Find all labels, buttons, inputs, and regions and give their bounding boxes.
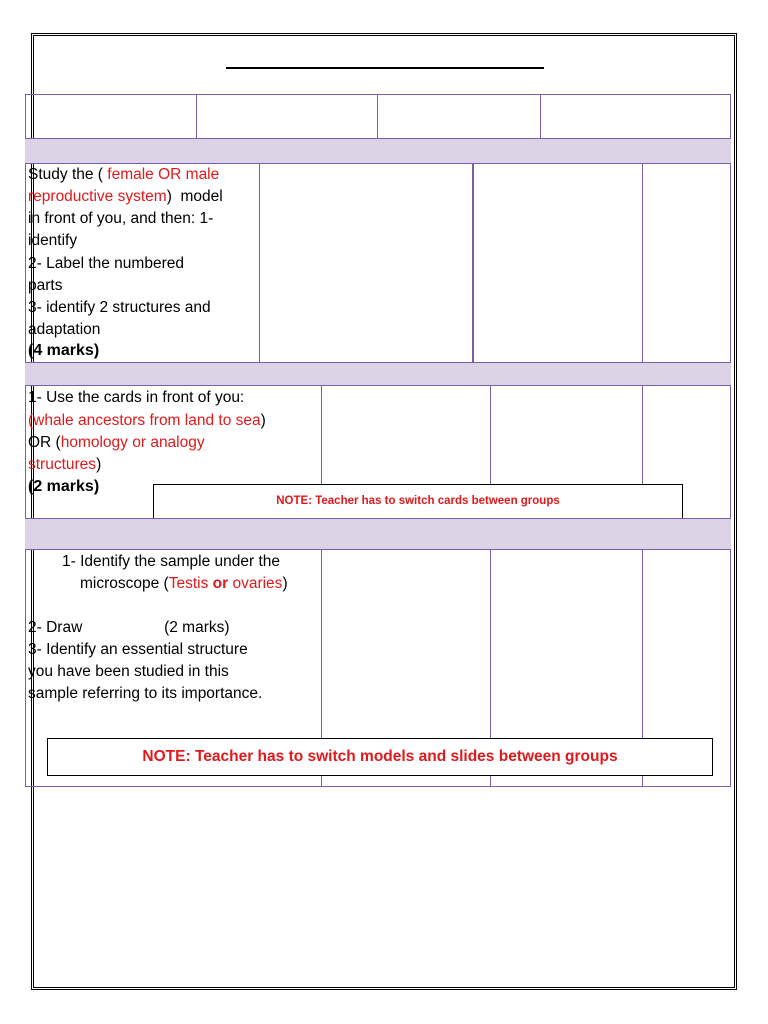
note-switch-models: NOTE: Teacher has to switch models and slides between groups bbox=[47, 738, 713, 776]
table-top-border bbox=[25, 94, 731, 95]
s1-line-3: in front of you, and then: 1- bbox=[28, 210, 214, 227]
header-divider-1 bbox=[196, 94, 197, 138]
s2-line-2: (whale ancestors from land to sea) bbox=[28, 412, 266, 429]
s3-line-6: sample referring to its importance. bbox=[28, 685, 263, 702]
section-band-3 bbox=[25, 518, 731, 550]
s1-divider-1 bbox=[259, 164, 260, 362]
table-bottom-border bbox=[25, 786, 731, 787]
title-underline bbox=[226, 67, 544, 69]
s3-line-5: you have been studied in this bbox=[28, 663, 229, 680]
s1-divider-3 bbox=[642, 164, 643, 362]
s1-line-6: parts bbox=[28, 277, 63, 294]
header-divider-2 bbox=[377, 94, 378, 138]
s2-marks: (2 marks) bbox=[28, 478, 100, 495]
table-right-border bbox=[730, 94, 731, 786]
s2-line-3: OR (homology or analogy bbox=[28, 434, 205, 451]
s1-divider-2 bbox=[472, 164, 474, 362]
s3-line-4: 3- Identify an essential structure bbox=[28, 641, 248, 658]
note-switch-cards: NOTE: Teacher has to switch cards between groups bbox=[153, 484, 683, 521]
s1-line-8: adaptation bbox=[28, 321, 101, 338]
s3-line-3: 2- Draw (2 marks) bbox=[28, 619, 230, 636]
section-band-2 bbox=[25, 362, 731, 386]
s3-line-2: microscope (Testis or ovaries) bbox=[80, 575, 288, 592]
s1-line-1: Study the ( female OR male bbox=[28, 166, 220, 183]
s1-line-2: reproductive system) model bbox=[28, 188, 223, 205]
s2-line-4: structures) bbox=[28, 456, 102, 473]
s2-line-1: 1- Use the cards in front of you: bbox=[28, 389, 245, 406]
s1-line-4: identify bbox=[28, 232, 78, 249]
header-divider-3 bbox=[540, 94, 541, 138]
s3-line-1: 1- Identify the sample under the bbox=[62, 553, 280, 570]
s1-line-5: 2- Label the numbered bbox=[28, 255, 184, 272]
table-left-border bbox=[25, 94, 26, 786]
section-band-1 bbox=[25, 138, 731, 164]
s1-marks: (4 marks) bbox=[28, 342, 100, 359]
s1-line-7: 3- identify 2 structures and bbox=[28, 299, 211, 316]
